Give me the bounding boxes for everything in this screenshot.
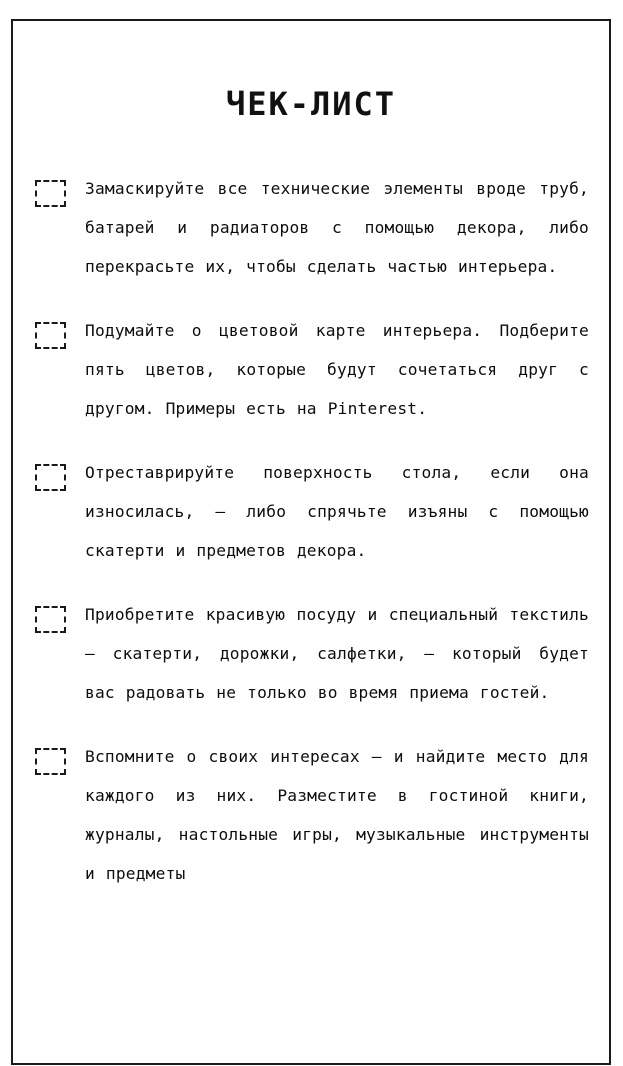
page-content — [11, 19, 611, 1065]
page-title: ЧЕК-ЛИСТ — [225, 85, 397, 123]
list-item[interactable] — [11, 169, 611, 286]
checklist-item-text: Замаскируйте все технические элементы вроде труб, батарей и радиаторов с помощью декора, либо перекрасьте их, чтобы сделать частью интерьера. — [85, 179, 589, 276]
checklist — [11, 169, 611, 893]
checkbox-1[interactable] — [35, 180, 66, 207]
list-item[interactable] — [11, 311, 611, 428]
checklist-item-text: Подумайте о цветовой карте интерьера. Подберите пять цветов, которые будут сочетаться друг с другом. Примеры есть на Pinterest. — [85, 321, 589, 418]
list-item[interactable] — [11, 737, 611, 893]
list-item[interactable] — [11, 453, 611, 570]
checklist-item-text: Вспомните о своих интересах — и найдите место для каждого из них. Разместите в гостиной книги, журналы, настольные игры, музыкальные инструменты и предметы — [85, 747, 589, 883]
checklist-item-text: Отреставрируйте поверхность стола, если она износилась, — либо спрячьте изъяны с помощью скатерти и предметов декора. — [85, 463, 589, 560]
checkbox-3[interactable] — [35, 464, 66, 491]
checkbox-5[interactable] — [35, 748, 66, 775]
checklist-item-text: Приобретите красивую посуду и специальный текстиль — скатерти, дорожки, салфетки, — который будет вас радовать не только во время приема гостей. — [85, 605, 589, 702]
checkbox-4[interactable] — [35, 606, 66, 633]
checkbox-2[interactable] — [35, 322, 66, 349]
list-item[interactable] — [11, 595, 611, 712]
